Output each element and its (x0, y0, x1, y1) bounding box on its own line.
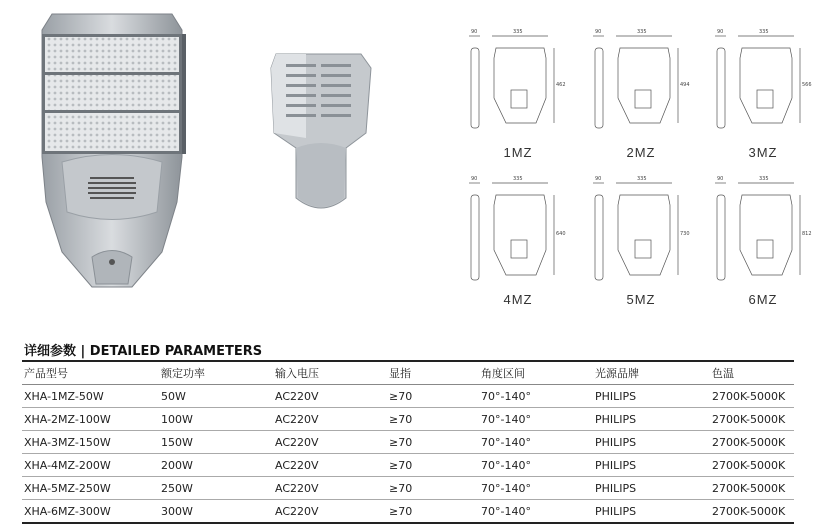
table-cell: AC220V (275, 458, 319, 472)
table-cell: ≥70 (389, 435, 413, 449)
drawing-side-label: 90 (595, 29, 602, 35)
drawing-label-5mz: 5MZ (626, 292, 656, 307)
table-cell: PHILIPS (595, 481, 637, 495)
table-cell: XHA-2MZ-100W (24, 412, 111, 426)
table-cell: ≥70 (389, 412, 413, 426)
table-cell: 2700K-5000K (712, 481, 786, 495)
drawing-label-4mz: 4MZ (503, 292, 533, 307)
drawing-height-label: 812 (802, 231, 812, 237)
table-cell: AC220V (275, 504, 319, 518)
drawing-width-label: 335 (513, 176, 523, 182)
table-row (22, 385, 794, 408)
table-cell: ≥70 (389, 481, 413, 495)
drawing-label-1mz: 1MZ (503, 145, 533, 160)
table-cell: 2700K-5000K (712, 389, 786, 403)
drawing-height-label: 730 (680, 231, 690, 237)
drawing-width-label: 335 (759, 29, 769, 35)
drawing-height-label: 494 (680, 82, 690, 88)
table-cell: XHA-5MZ-250W (24, 481, 111, 495)
table-row (22, 431, 794, 454)
table-cell: 70°-140° (481, 389, 531, 403)
column-header: 显指 (389, 367, 411, 380)
table-cell: 2700K-5000K (712, 435, 786, 449)
table-row (22, 500, 794, 524)
parameters-table (22, 360, 794, 524)
drawing-4mz (466, 175, 576, 295)
column-header: 输入电压 (275, 367, 319, 380)
table-cell: 70°-140° (481, 435, 531, 449)
table-cell: PHILIPS (595, 504, 637, 518)
table-cell: 70°-140° (481, 504, 531, 518)
table-cell: 50W (161, 389, 186, 403)
table-cell: 200W (161, 458, 193, 472)
drawing-5mz (590, 175, 700, 295)
column-header: 光源品牌 (595, 367, 639, 380)
table-cell: 70°-140° (481, 412, 531, 426)
table-cell: 2700K-5000K (712, 458, 786, 472)
table-row (22, 454, 794, 477)
table-cell: XHA-4MZ-200W (24, 458, 111, 472)
table-row (22, 408, 794, 431)
drawing-6mz (712, 175, 820, 295)
drawing-width-label: 335 (637, 29, 647, 35)
table-cell: AC220V (275, 435, 319, 449)
table-row (22, 477, 794, 500)
drawing-label-3mz: 3MZ (748, 145, 778, 160)
drawing-2mz (590, 28, 700, 148)
table-cell: XHA-6MZ-300W (24, 504, 111, 518)
drawing-side-label: 90 (471, 176, 478, 182)
table-cell: XHA-3MZ-150W (24, 435, 111, 449)
section-title: 详细参数 | DETAILED PARAMETERS (24, 344, 263, 359)
table-cell: 150W (161, 435, 193, 449)
table-cell: 70°-140° (481, 481, 531, 495)
table-cell: ≥70 (389, 458, 413, 472)
column-header: 产品型号 (24, 367, 68, 380)
drawing-side-label: 90 (471, 29, 478, 35)
drawing-3mz (712, 28, 820, 148)
table-cell: 2700K-5000K (712, 412, 786, 426)
drawing-label-6mz: 6MZ (748, 292, 778, 307)
drawing-side-label: 90 (595, 176, 602, 182)
table-cell: PHILIPS (595, 435, 637, 449)
table-cell: 250W (161, 481, 193, 495)
drawing-width-label: 335 (759, 176, 769, 182)
column-header: 色温 (712, 367, 734, 380)
table-cell: 100W (161, 412, 193, 426)
table-cell: PHILIPS (595, 458, 637, 472)
column-header: 额定功率 (161, 367, 205, 380)
drawing-1mz (466, 28, 576, 148)
table-cell: AC220V (275, 412, 319, 426)
drawing-side-label: 90 (717, 176, 724, 182)
drawing-height-label: 566 (802, 82, 812, 88)
table-cell: AC220V (275, 481, 319, 495)
table-cell: 300W (161, 504, 193, 518)
table-cell: XHA-1MZ-50W (24, 389, 104, 403)
table-cell: 70°-140° (481, 458, 531, 472)
column-header: 角度区间 (481, 367, 525, 380)
drawing-width-label: 335 (637, 176, 647, 182)
drawing-label-2mz: 2MZ (626, 145, 656, 160)
table-header-row (22, 361, 794, 385)
drawing-side-label: 90 (717, 29, 724, 35)
drawing-width-label: 335 (513, 29, 523, 35)
table-cell: 2700K-5000K (712, 504, 786, 518)
street-light-front-image (22, 12, 202, 297)
table-cell: AC220V (275, 389, 319, 403)
drawing-height-label: 462 (556, 82, 566, 88)
table-cell: ≥70 (389, 504, 413, 518)
street-light-back-image (266, 48, 376, 220)
table-cell: PHILIPS (595, 412, 637, 426)
table-cell: ≥70 (389, 389, 413, 403)
table-cell: PHILIPS (595, 389, 637, 403)
drawing-height-label: 640 (556, 231, 566, 237)
